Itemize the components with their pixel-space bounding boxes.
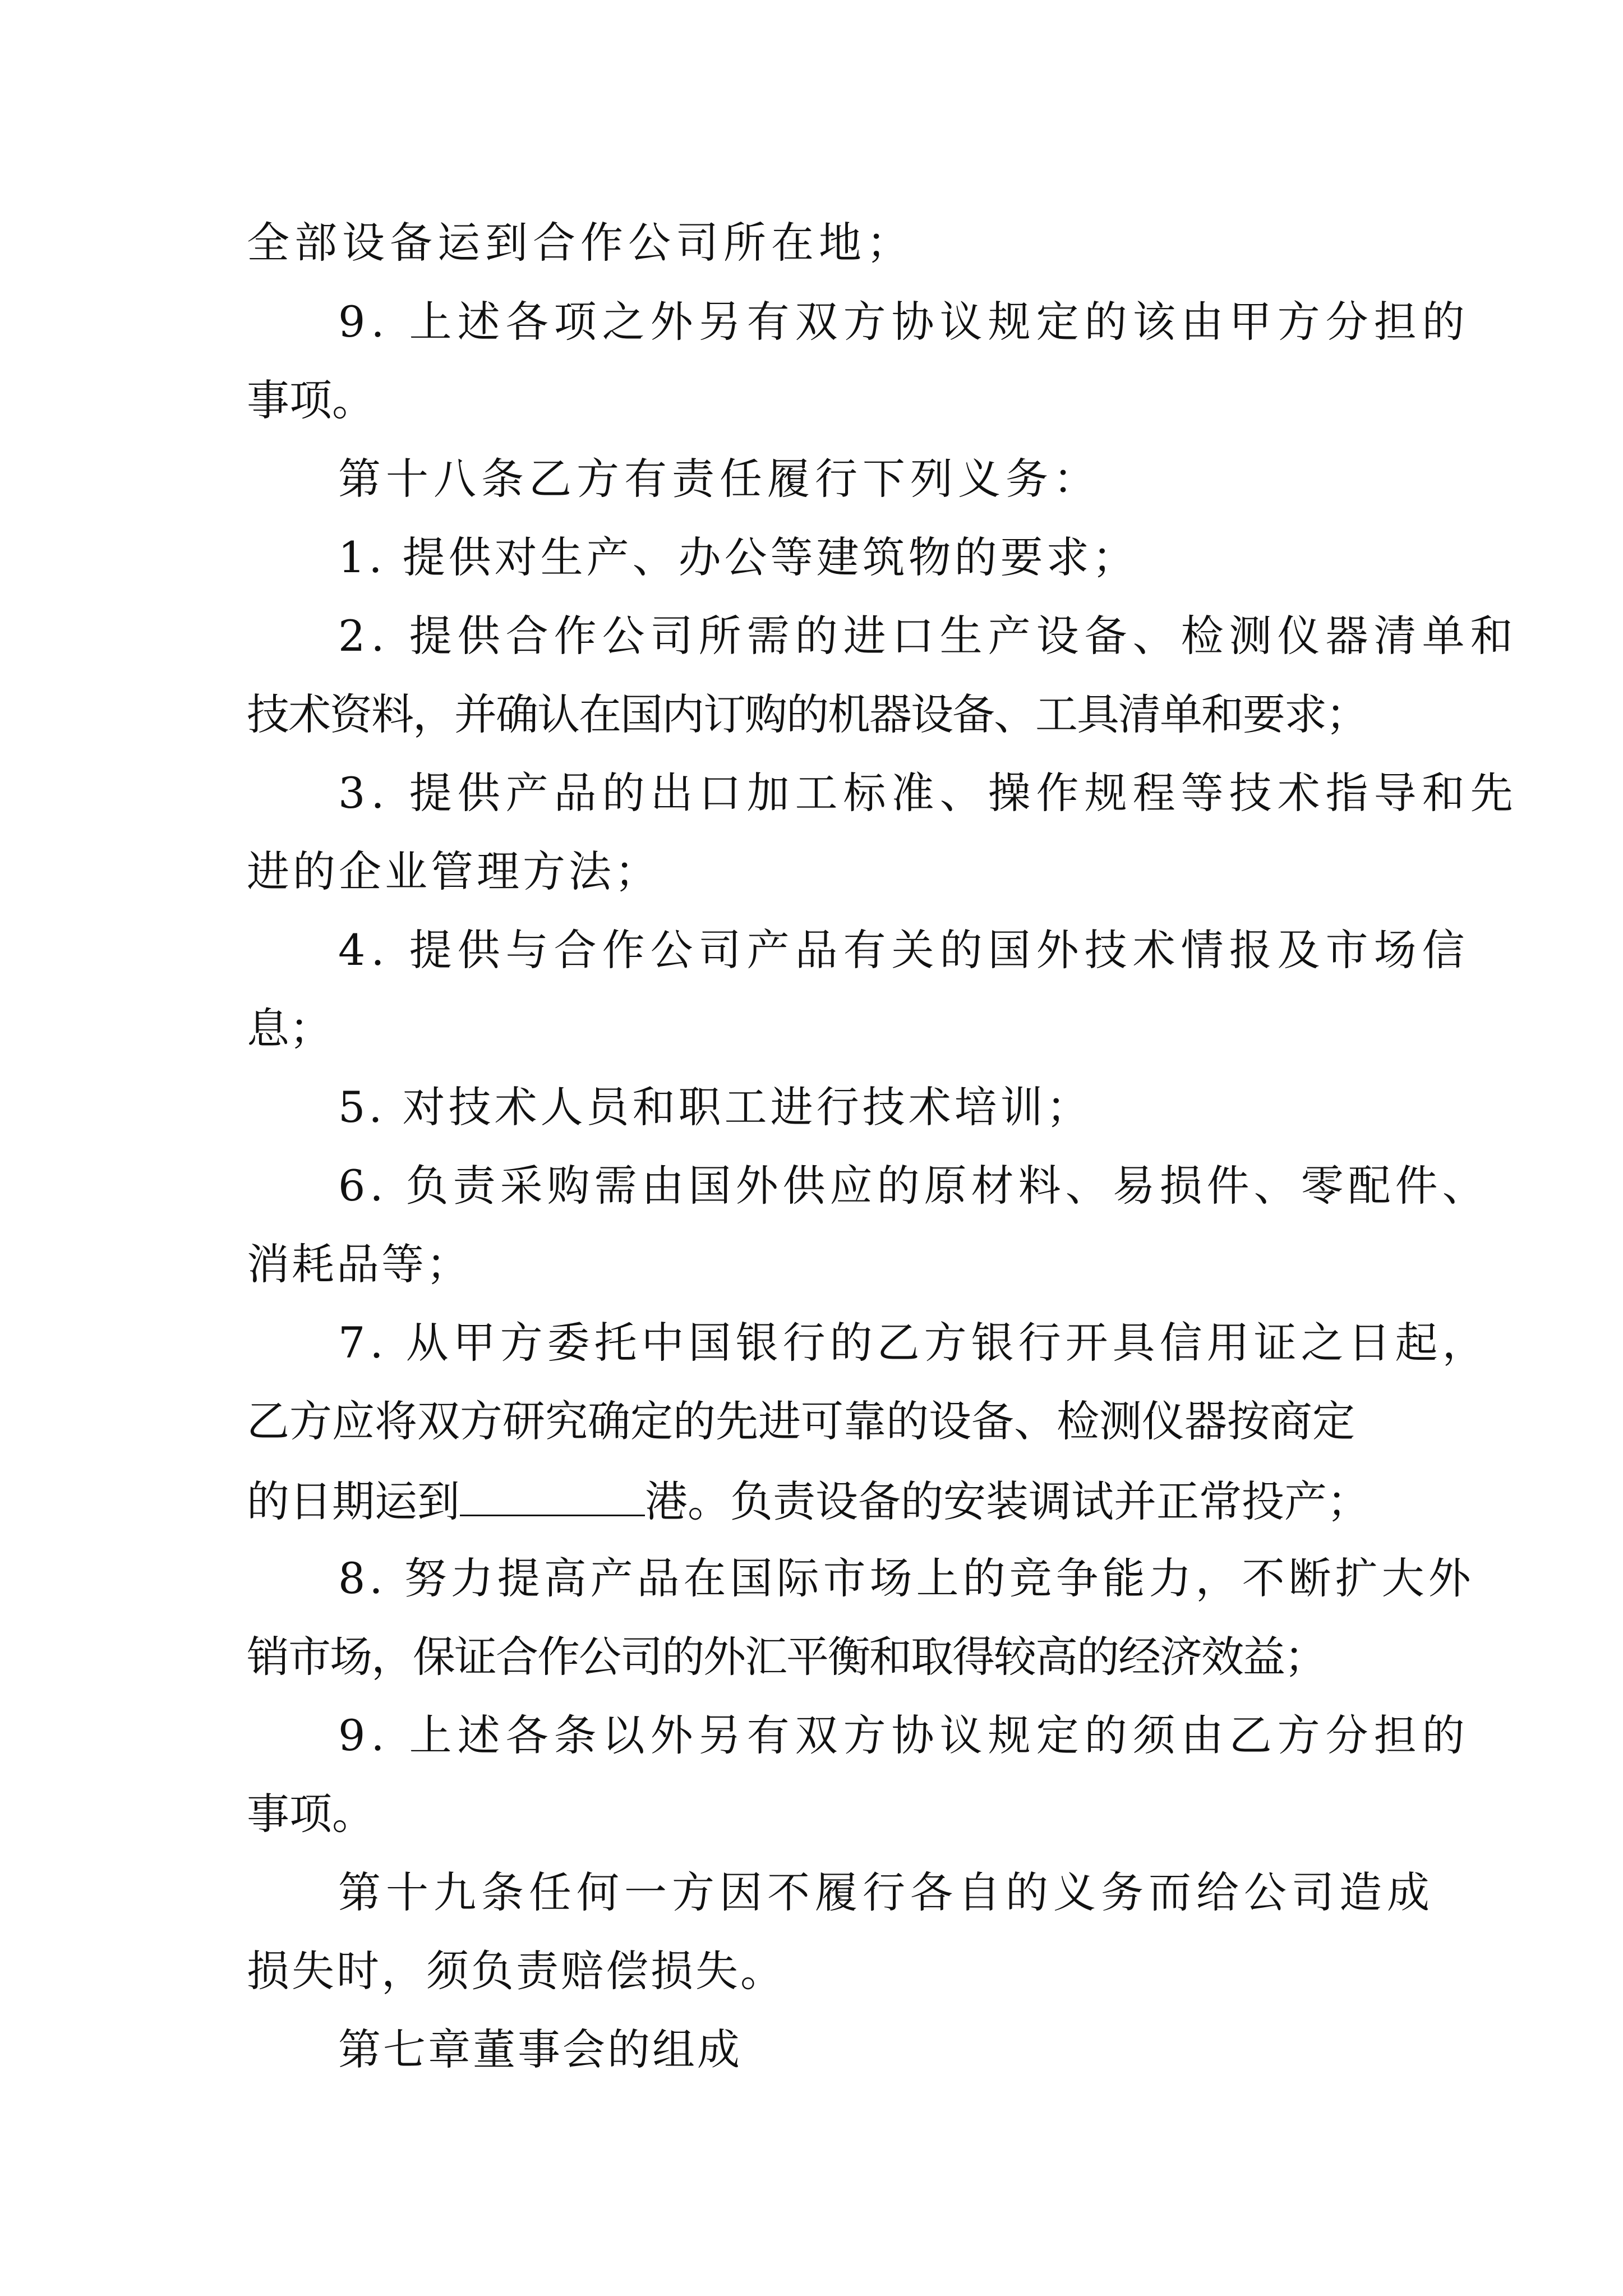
text-line: 2. 提供合作公司所需的进口生产设备、检测仪器清单和 (338, 611, 1519, 661)
text-line: 3. 提供产品的出口加工标准、操作规程等技术指导和先 (338, 768, 1519, 818)
text-line: 技术资料，并确认在国内订购的机器设备、工具清单和要求； (247, 689, 1367, 739)
text-line: 消耗品等； (247, 1239, 471, 1289)
article-heading: 第十八条乙方有责任履行下列义务： (338, 454, 1101, 504)
text-line-with-blank (247, 1476, 1370, 1526)
text-line: 4. 提供与合作公司产品有关的国外技术情报及市场信 (338, 925, 1470, 975)
text-line: 事项。 (247, 1789, 375, 1839)
text-line: 9. 上述各项之外另有双方协议规定的该由甲方分担的 (338, 297, 1470, 347)
text-line: 7. 从甲方委托中国银行的乙方银行开具信用证之日起， (338, 1318, 1490, 1368)
text-line: 1. 提供对生产、办公等建筑物的要求； (338, 532, 1138, 582)
fill-in-blank (460, 1479, 645, 1516)
text-line: 6. 负责采购需由国外供应的原材料、易损件、零配件、 (338, 1161, 1490, 1211)
text-line: 息； (247, 1004, 332, 1053)
article-heading: 第十九条任何一方因不履行各自的义务而给公司造成 (338, 1867, 1435, 1917)
chapter-heading: 第七章董事会的组成 (338, 2024, 742, 2074)
text-line: 事项。 (247, 375, 375, 425)
text-line: 损失时，须负责赔偿损失。 (247, 1946, 785, 1996)
text-line: 进的企业管理方法； (247, 846, 661, 896)
text-line: 9. 上述各条以外另有双方协议规定的须由乙方分担的 (338, 1710, 1470, 1760)
text-line: 全部设备运到合作公司所在地； (247, 218, 914, 268)
text-segment: 的日期运到 (247, 1476, 460, 1526)
text-line: 销市场，保证合作公司的外汇平衡和取得较高的经济效益； (247, 1632, 1326, 1682)
text-line: 5. 对技术人员和职工进行技术培训； (338, 1082, 1092, 1132)
text-line: 8. 努力提高产品在国际市场上的竞争能力，不断扩大外 (338, 1553, 1475, 1603)
text-line: 乙方应将双方研究确定的先进可靠的设备、检测仪器按商定 (247, 1396, 1355, 1446)
text-segment: 港。负责设备的安装调试并正常投产； (645, 1476, 1370, 1526)
